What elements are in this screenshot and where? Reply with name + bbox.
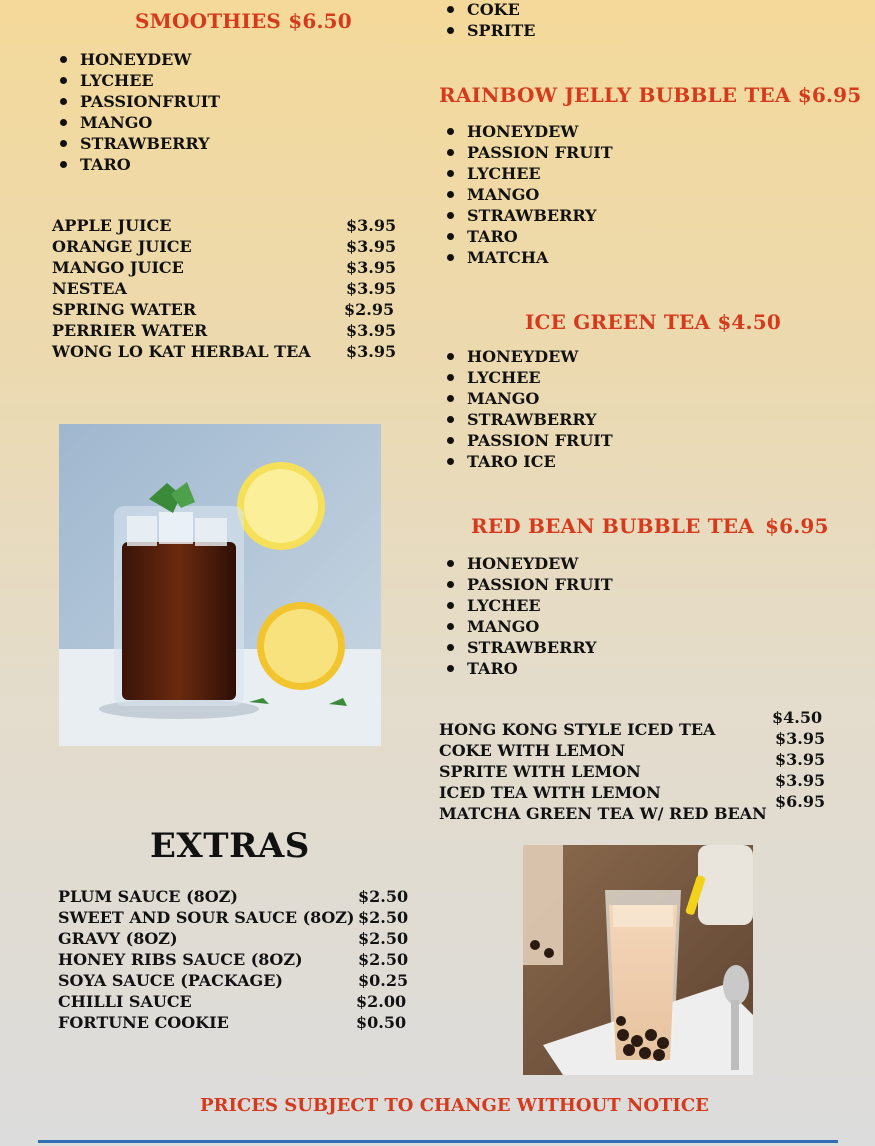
rainbow-list <box>441 121 613 268</box>
bubble-tea-illustration <box>523 845 753 1075</box>
table-row <box>439 740 779 761</box>
item-price: $0.50 <box>356 1013 407 1032</box>
table-row <box>439 803 779 824</box>
list-item: HONEYDEW <box>54 49 220 70</box>
item-name: SWEET AND SOUR SAUCE (8OZ) <box>58 908 355 927</box>
item-price: $3.95 <box>346 279 397 298</box>
extras-price-list <box>58 886 408 1033</box>
item-price: $3.95 <box>346 216 397 235</box>
item-name: CHILLI SAUCE <box>58 992 192 1011</box>
list-item: LYCHEE <box>441 595 613 616</box>
green-tea-list <box>441 346 613 472</box>
item-name: ICED TEA WITH LEMON <box>439 783 661 802</box>
table-row <box>58 949 408 970</box>
red-bean-title: RED BEAN BUBBLE TEA <box>471 514 754 538</box>
list-item: SPRITE <box>441 20 535 41</box>
item-price: $2.50 <box>358 908 409 927</box>
item-price: $4.50 <box>772 708 823 727</box>
list-item: TARO <box>441 658 613 679</box>
item-price: $3.95 <box>346 237 397 256</box>
list-item: MANGO <box>441 616 613 637</box>
table-row <box>52 299 395 320</box>
price-row <box>772 728 832 749</box>
list-item: LYCHEE <box>441 163 613 184</box>
list-item: PASSION FRUIT <box>441 142 613 163</box>
item-name: WONG LO KAT HERBAL TEA <box>52 342 311 361</box>
item-name: HONEY RIBS SAUCE (8OZ) <box>58 950 303 969</box>
list-item: COKE <box>441 0 535 20</box>
list-item: MANGO <box>54 112 220 133</box>
red-bean-price: $6.95 <box>765 514 829 538</box>
item-price: $2.50 <box>358 950 409 969</box>
list-item: MATCHA <box>441 247 613 268</box>
footer-divider <box>38 1140 838 1143</box>
table-row <box>52 341 397 362</box>
list-item: STRAWBERRY <box>54 133 220 154</box>
item-name: NESTEA <box>52 279 127 298</box>
table-row <box>52 257 397 278</box>
list-item: STRAWBERRY <box>441 205 613 226</box>
item-name: FORTUNE COOKIE <box>58 1013 229 1032</box>
item-price: $3.95 <box>346 321 397 340</box>
price-row <box>772 770 832 791</box>
item-price: $3.95 <box>346 342 397 361</box>
item-name: PLUM SAUCE (8OZ) <box>58 887 238 906</box>
specials-prices <box>772 707 832 812</box>
list-item: PASSION FRUIT <box>441 574 613 595</box>
item-name: SPRING WATER <box>52 300 197 319</box>
item-price: $3.95 <box>775 750 826 769</box>
list-item: MANGO <box>441 184 613 205</box>
table-row <box>52 278 397 299</box>
list-item: STRAWBERRY <box>441 637 613 658</box>
item-name: SOYA SAUCE (PACKAGE) <box>58 971 283 990</box>
list-item: TARO <box>54 154 220 175</box>
table-row <box>439 719 779 740</box>
list-item: HONEYDEW <box>441 346 613 367</box>
item-name: COKE WITH LEMON <box>439 741 626 760</box>
item-name: HONG KONG STYLE ICED TEA <box>439 720 716 739</box>
item-price: $3.95 <box>775 771 826 790</box>
table-row <box>58 1012 408 1033</box>
rainbow-title: RAINBOW JELLY BUBBLE TEA $6.95 <box>439 83 862 107</box>
item-price: $2.00 <box>356 992 407 1011</box>
item-price: $0.25 <box>358 971 409 990</box>
item-price: $2.95 <box>344 300 395 319</box>
table-row <box>58 928 408 949</box>
iced-cola-illustration <box>59 424 381 746</box>
price-row <box>772 707 832 728</box>
drinks-price-list <box>52 215 397 362</box>
table-row <box>52 320 397 341</box>
item-name: MATCHA GREEN TEA W/ RED BEAN <box>439 804 767 823</box>
smoothies-title: SMOOTHIES $6.50 <box>135 9 352 33</box>
list-item: LYCHEE <box>441 367 613 388</box>
table-row <box>52 236 397 257</box>
item-price: $3.95 <box>346 258 397 277</box>
green-tea-title: ICE GREEN TEA $4.50 <box>525 310 781 334</box>
extras-title: EXTRAS <box>150 826 310 866</box>
item-name: GRAVY (8OZ) <box>58 929 178 948</box>
list-item: HONEYDEW <box>441 121 613 142</box>
prices-notice: PRICES SUBJECT TO CHANGE WITHOUT NOTICE <box>200 1095 709 1116</box>
list-item: HONEYDEW <box>441 553 613 574</box>
list-item: TARO ICE <box>441 451 613 472</box>
item-name: PERRIER WATER <box>52 321 208 340</box>
list-item: TARO <box>441 226 613 247</box>
item-price: $2.50 <box>358 887 409 906</box>
item-name: APPLE JUICE <box>52 216 172 235</box>
iced-cola-photo <box>59 424 381 746</box>
table-row <box>439 782 779 803</box>
list-item: PASSION FRUIT <box>441 430 613 451</box>
item-name: ORANGE JUICE <box>52 237 192 256</box>
smoothies-list <box>54 49 220 175</box>
item-price: $3.95 <box>775 729 826 748</box>
table-row <box>58 907 408 928</box>
item-price: $2.50 <box>358 929 409 948</box>
item-name: SPRITE WITH LEMON <box>439 762 641 781</box>
table-row <box>58 970 408 991</box>
list-item: PASSIONFRUIT <box>54 91 220 112</box>
soda-list <box>441 0 535 41</box>
list-item: STRAWBERRY <box>441 409 613 430</box>
table-row <box>439 761 779 782</box>
red-bean-list <box>441 553 613 679</box>
table-row <box>58 886 408 907</box>
item-price: $6.95 <box>775 792 826 811</box>
bubble-tea-photo <box>523 845 753 1075</box>
item-name: MANGO JUICE <box>52 258 184 277</box>
price-row <box>772 791 832 812</box>
list-item: MANGO <box>441 388 613 409</box>
table-row <box>52 215 397 236</box>
price-row <box>772 749 832 770</box>
table-row <box>58 991 408 1012</box>
list-item: LYCHEE <box>54 70 220 91</box>
specials-names <box>439 719 779 824</box>
